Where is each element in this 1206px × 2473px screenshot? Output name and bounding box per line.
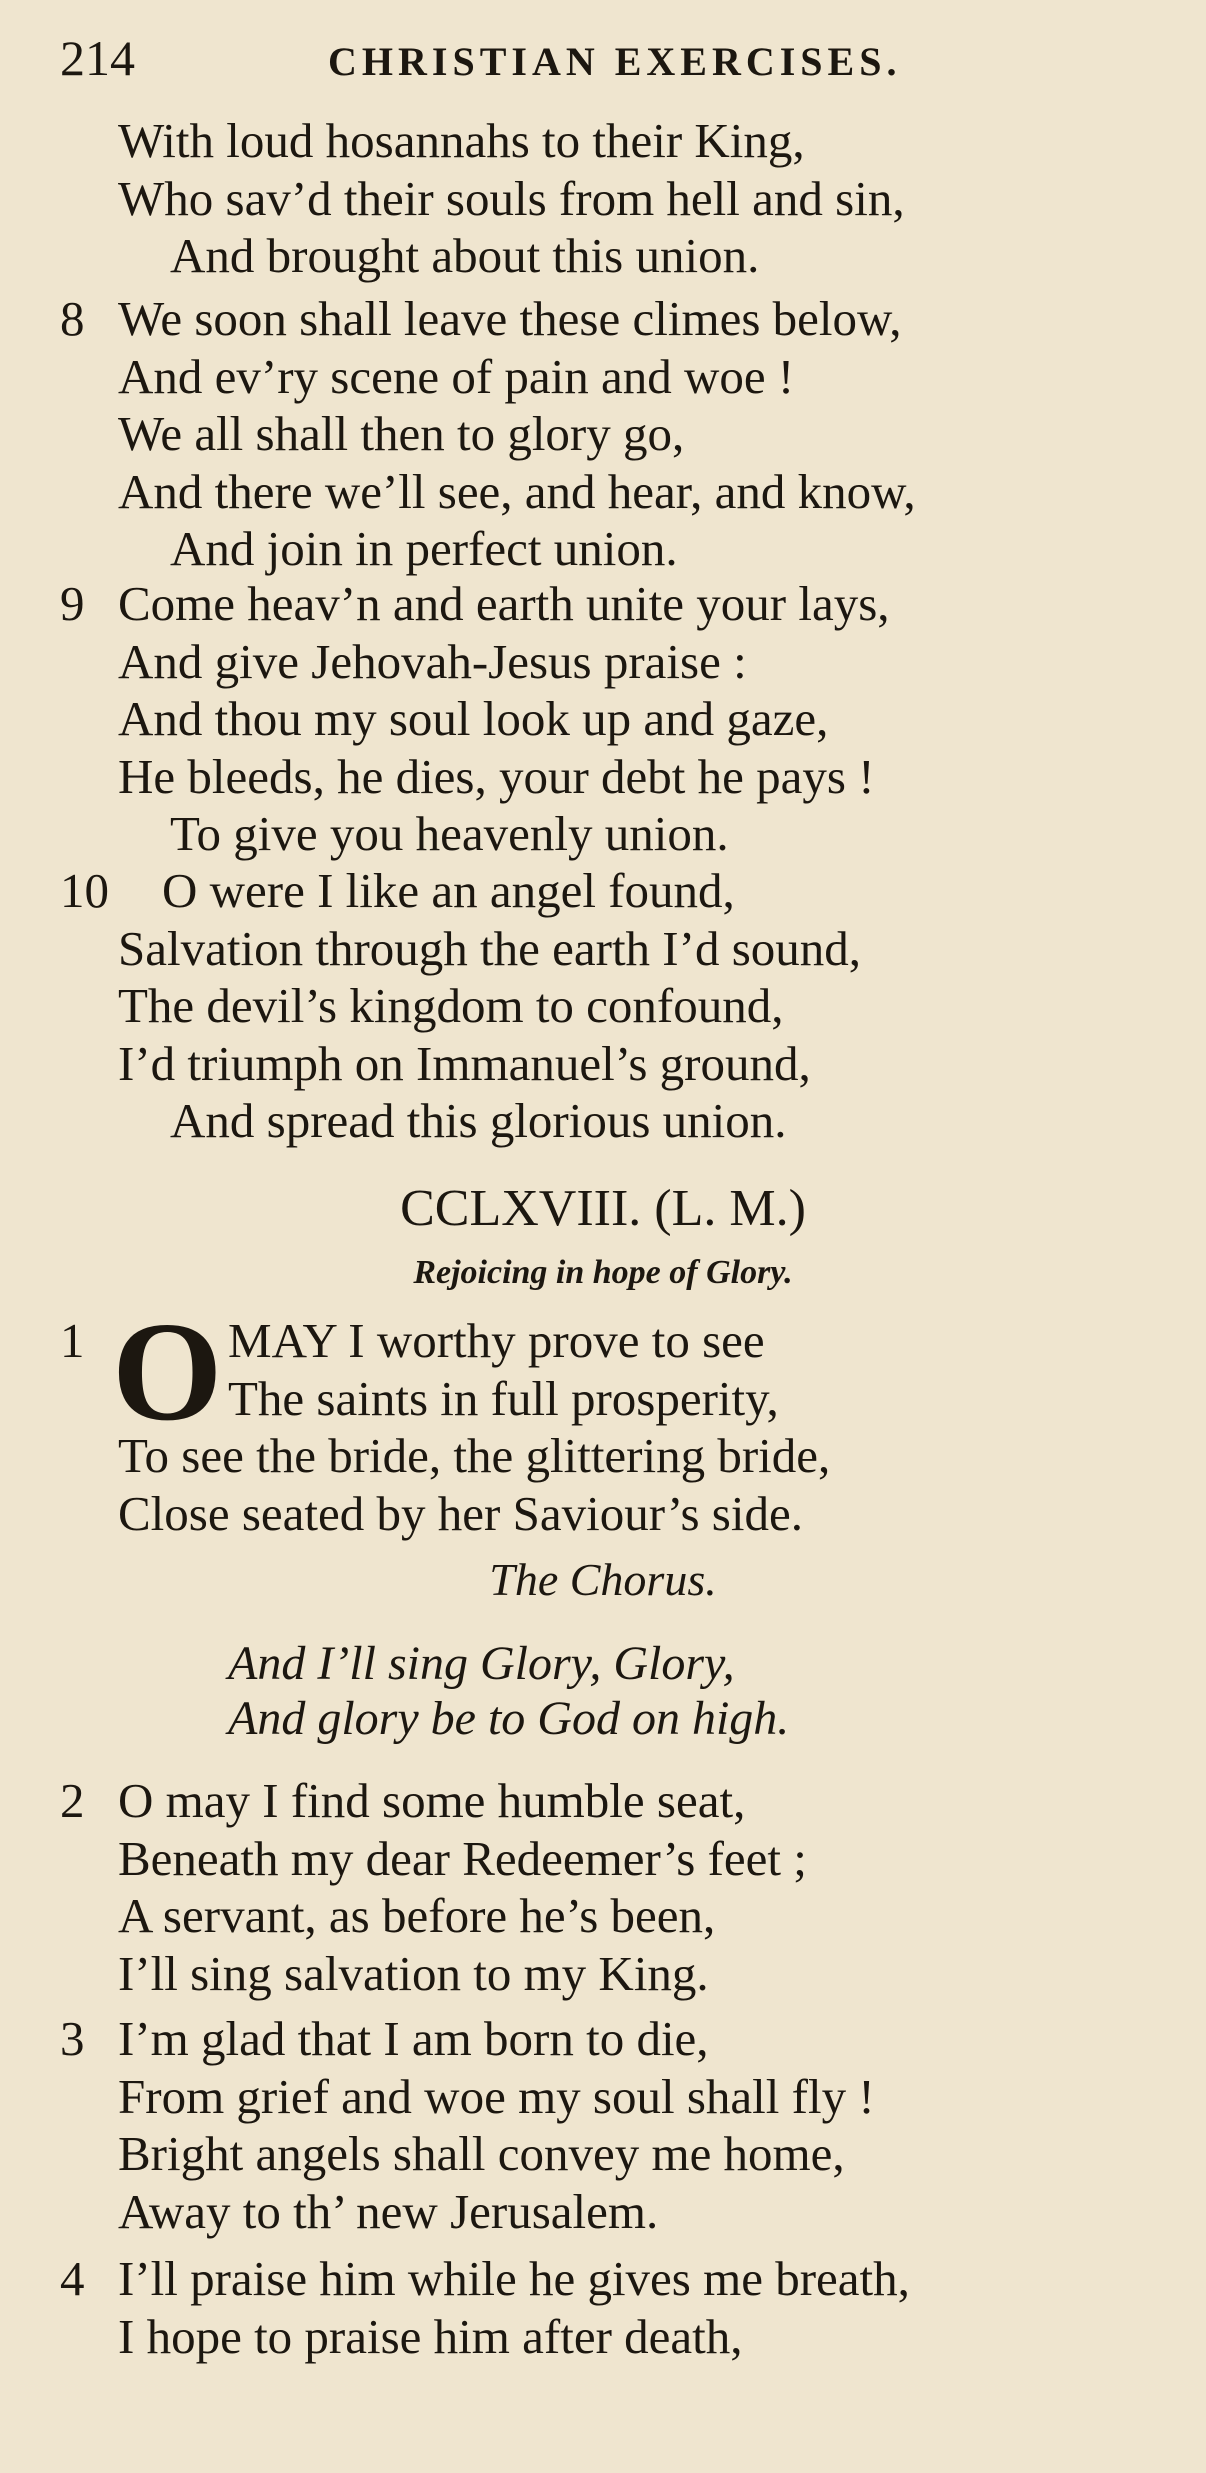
- stanza-continued: [60, 112, 1200, 285]
- stanza-8: [60, 290, 1200, 578]
- verse-line: O were I like an angel found,: [162, 863, 735, 918]
- stanza-number: 3: [60, 2011, 85, 2066]
- verse-line: And there we’ll see, and hear, and know,: [118, 463, 916, 519]
- verse-line: And ev’ry scene of pain and woe !: [118, 348, 795, 404]
- verse-line: And give Jehovah-Jesus praise :: [118, 633, 747, 689]
- verse-line: With loud hosannahs to their King,: [118, 113, 805, 168]
- verse-line: I’m glad that I am born to die,: [118, 2011, 709, 2066]
- verse-line: Come heav’n and earth unite your lays,: [118, 576, 890, 631]
- verse-line: I’ll praise him while he gives me breath,: [118, 2251, 910, 2306]
- verse-line: And spread this glorious union.: [170, 1093, 787, 1148]
- verse-line: The devil’s kingdom to confound,: [118, 978, 784, 1033]
- verse-line: And brought about this union.: [170, 228, 760, 283]
- chorus-line: And glory be to God on high.: [228, 1692, 790, 1745]
- stanza-number: 9: [60, 576, 85, 631]
- verse-line: We soon shall leave these climes below,: [118, 291, 902, 346]
- verse-line: A servant, as before he’s been,: [118, 1888, 716, 1943]
- stanza-number: 4: [60, 2251, 85, 2306]
- drop-cap: O: [112, 1292, 223, 1450]
- hymn-stanza-3: [60, 2010, 1200, 2240]
- stanza-number: 2: [60, 1773, 85, 1828]
- stanza-9: [60, 575, 1200, 863]
- stanza-number: 8: [60, 291, 85, 346]
- verse-line: From grief and woe my soul shall fly !: [118, 2068, 875, 2124]
- verse-line: To see the bride, the glittering bride,: [118, 1428, 831, 1483]
- page-header: [60, 28, 1180, 88]
- stanza-10: [60, 862, 1200, 1150]
- stanza-number: 1: [60, 1313, 85, 1368]
- hymn-heading: CCLXVIII. (L. M.): [400, 1180, 806, 1237]
- verse-line: We all shall then to glory go,: [118, 406, 685, 461]
- verse-line: Close seated by her Saviour’s side.: [118, 1485, 803, 1541]
- page-number: 214: [60, 30, 135, 86]
- verse-line: O may I find some humble seat,: [118, 1773, 746, 1828]
- verse-line: MAY I worthy prove to see: [228, 1313, 765, 1368]
- chorus-heading: The Chorus.: [489, 1554, 717, 1605]
- verse-line: And join in perfect union.: [170, 521, 678, 576]
- hymn-subtitle: Rejoicing in hope of Glory.: [413, 1254, 793, 1291]
- verse-line: Bright angels shall convey me home,: [118, 2126, 845, 2181]
- verse-line: I’d triumph on Immanuel’s ground,: [118, 1035, 811, 1091]
- verse-line: And thou my soul look up and gaze,: [118, 691, 829, 746]
- hymn-stanza-4: [60, 2250, 1200, 2365]
- verse-line: To give you heavenly union.: [170, 806, 729, 861]
- hymn-stanza-1: [60, 1312, 1200, 1542]
- verse-line: Who sav’d their souls from hell and sin,: [118, 170, 905, 226]
- verse-line: I’ll sing salvation to my King.: [118, 1945, 709, 2001]
- verse-line: Salvation through the earth I’d sound,: [118, 920, 862, 976]
- verse-line: He bleeds, he dies, your debt he pays !: [118, 748, 875, 804]
- chorus-block: [228, 1636, 789, 1746]
- verse-line: The saints in full prosperity,: [228, 1370, 779, 1426]
- chorus-line: And I’ll sing Glory, Glory,: [228, 1637, 735, 1690]
- verse-line: I hope to praise him after death,: [118, 2308, 743, 2364]
- hymn-stanza-2: [60, 1772, 1200, 2002]
- stanza-number: 10: [60, 863, 109, 918]
- verse-line: Away to th’ new Jerusalem.: [118, 2183, 659, 2239]
- verse-line: Beneath my dear Redeemer’s feet ;: [118, 1830, 807, 1886]
- running-title: CHRISTIAN EXERCISES.: [328, 39, 902, 84]
